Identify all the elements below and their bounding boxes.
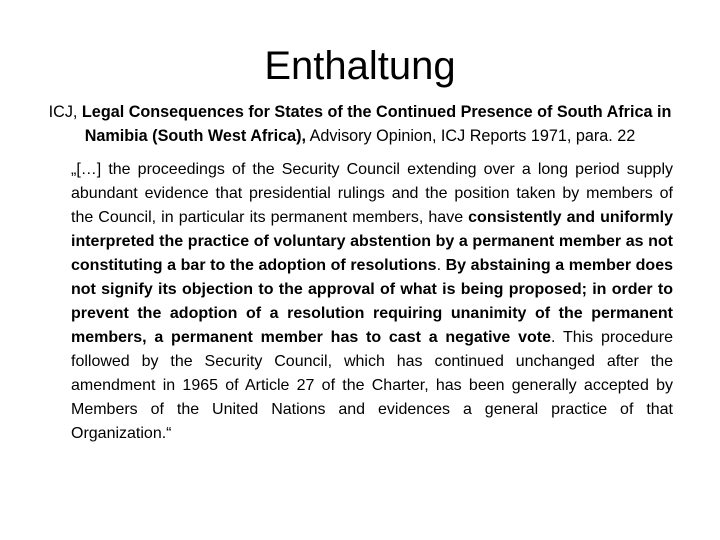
case-citation — [40, 100, 680, 148]
case-name: Legal Consequences for States of the Continued Presence of South Africa in Namibia (South West Africa), — [81, 103, 672, 145]
quote-paragraph — [71, 158, 673, 446]
slide-title: Enthaltung — [264, 44, 456, 88]
case-reference: Advisory Opinion, ICJ Reports 1971, para. 22 — [309, 127, 636, 145]
quote-text-1: „[…] the proceedings of the Security Council extending over a long period supply abundant evidence that presidential rulings and the position taken by members of the Council, in particular its permanent members, have — [71, 161, 673, 226]
quote-text-2: . — [436, 257, 446, 274]
quote-highlight-1: consistently and uniformly interpreted the practice of voluntary abstention by a permanent member as not constituting a bar to the adoption of resolutions — [71, 209, 673, 274]
quote-highlight-2: By abstaining a member does not signify its objection to the approval of what is being proposed; in order to prevent the adoption of a resolution requiring unanimity of the permanent members, a permanent member has to cast a negative vote — [71, 257, 674, 346]
court-name: ICJ, — [48, 103, 78, 121]
quote-text-3: . This procedure followed by the Security Council, which has continued unchanged after the amendment in 1965 of Article 27 of the Charter, has been generally accepted by Members of the United Nations and evidences a general practice of that Organization.“ — [71, 329, 673, 442]
